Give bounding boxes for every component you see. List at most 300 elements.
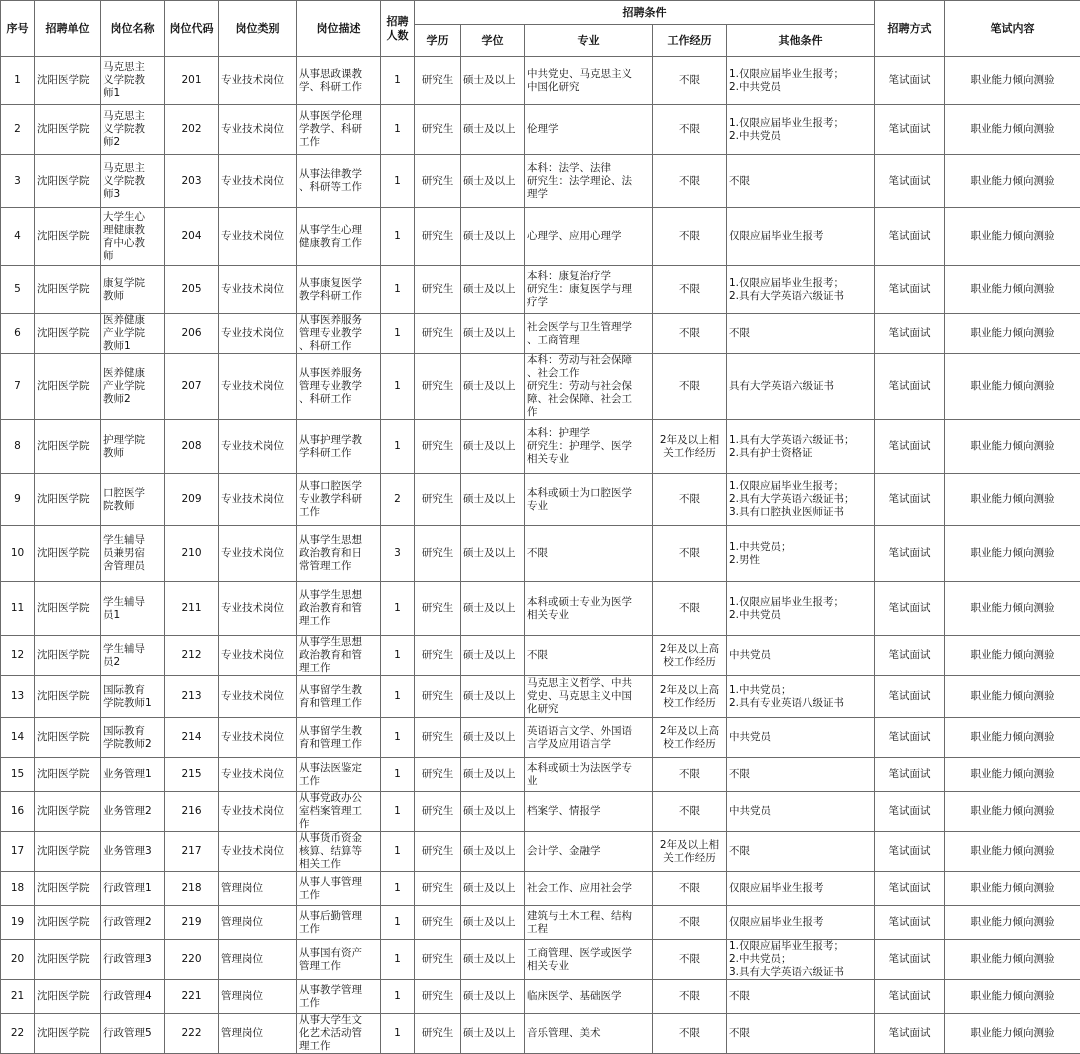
table-row [1,1014,1080,1054]
cell-position-name: 国际教育 学院教师2 [101,718,165,758]
cell-position-desc: 从事医养服务 管理专业教学 、科研工作 [297,354,381,420]
cell-position-desc: 从事人事管理 工作 [297,872,381,906]
cell-position-name: 学生辅导 员兼男宿 舍管理员 [101,526,165,582]
cell-method: 笔试面试 [875,420,945,474]
cell-position-type: 管理岗位 [219,940,297,980]
cell-position-desc: 从事学生思想 政治教育和日 常管理工作 [297,526,381,582]
cell-position-code: 217 [165,832,219,872]
cell-unit: 沈阳医学院 [35,872,101,906]
cell-degree: 硕士及以上 [461,208,525,266]
cell-education: 研究生 [415,208,461,266]
cell-education: 研究生 [415,474,461,526]
cell-position-type: 专业技术岗位 [219,792,297,832]
cell-position-type: 专业技术岗位 [219,582,297,636]
cell-degree: 硕士及以上 [461,758,525,792]
table-row [1,105,1080,155]
table-body [1,57,1080,1054]
cell-degree: 硕士及以上 [461,155,525,208]
cell-experience: 不限 [653,526,727,582]
cell-other: 不限 [727,314,875,354]
cell-other: 中共党员 [727,718,875,758]
cell-major: 本科：法学、法律 研究生：法学理论、法 理学 [525,155,653,208]
cell-unit: 沈阳医学院 [35,266,101,314]
cell-exam: 职业能力倾向测验 [945,1014,1080,1054]
cell-education: 研究生 [415,718,461,758]
cell-experience: 不限 [653,940,727,980]
header-conditions: 招聘条件 [415,1,875,25]
cell-major: 不限 [525,526,653,582]
cell-major: 不限 [525,636,653,676]
cell-exam: 职业能力倾向测验 [945,980,1080,1014]
cell-other: 仅限应届毕业生报考 [727,906,875,940]
cell-position-name: 国际教育 学院教师1 [101,676,165,718]
cell-method: 笔试面试 [875,940,945,980]
table-row [1,832,1080,872]
cell-major: 本科或硕士为法医学专 业 [525,758,653,792]
cell-position-desc: 从事法律教学 、科研等工作 [297,155,381,208]
cell-major: 本科或硕士专业为医学 相关专业 [525,582,653,636]
cell-major: 马克思主义哲学、中共 党史、马克思主义中国 化研究 [525,676,653,718]
cell-unit: 沈阳医学院 [35,980,101,1014]
cell-education: 研究生 [415,57,461,105]
cell-degree: 硕士及以上 [461,474,525,526]
cell-other: 1.仅限应届毕业生报考； 2.中共党员； 3.具有大学英语六级证书 [727,940,875,980]
cell-position-name: 医养健康 产业学院 教师2 [101,354,165,420]
cell-degree: 硕士及以上 [461,266,525,314]
cell-seq: 21 [1,980,35,1014]
cell-position-type: 专业技术岗位 [219,474,297,526]
cell-exam: 职业能力倾向测验 [945,676,1080,718]
cell-unit: 沈阳医学院 [35,832,101,872]
cell-exam: 职业能力倾向测验 [945,420,1080,474]
cell-experience: 不限 [653,582,727,636]
cell-other: 不限 [727,832,875,872]
cell-position-name: 口腔医学 院教师 [101,474,165,526]
cell-other: 不限 [727,155,875,208]
cell-position-name: 业务管理3 [101,832,165,872]
cell-major: 社会工作、应用社会学 [525,872,653,906]
cell-position-name: 康复学院 教师 [101,266,165,314]
cell-method: 笔试面试 [875,872,945,906]
cell-unit: 沈阳医学院 [35,1014,101,1054]
cell-experience: 不限 [653,314,727,354]
cell-count: 1 [381,718,415,758]
cell-education: 研究生 [415,155,461,208]
cell-position-code: 214 [165,718,219,758]
cell-major: 本科或硕士为口腔医学 专业 [525,474,653,526]
cell-major: 会计学、金融学 [525,832,653,872]
cell-position-type: 管理岗位 [219,906,297,940]
cell-degree: 硕士及以上 [461,105,525,155]
header-count: 招聘 人数 [381,1,415,57]
cell-method: 笔试面试 [875,57,945,105]
cell-degree: 硕士及以上 [461,676,525,718]
cell-major: 中共党史、马克思主义 中国化研究 [525,57,653,105]
cell-experience: 不限 [653,155,727,208]
table-row [1,314,1080,354]
cell-position-type: 专业技术岗位 [219,832,297,872]
cell-unit: 沈阳医学院 [35,474,101,526]
cell-position-name: 护理学院 教师 [101,420,165,474]
header-method: 招聘方式 [875,1,945,57]
cell-position-name: 行政管理2 [101,906,165,940]
cell-position-code: 205 [165,266,219,314]
cell-method: 笔试面试 [875,980,945,1014]
cell-major: 本科：护理学 研究生：护理学、医学 相关专业 [525,420,653,474]
cell-method: 笔试面试 [875,792,945,832]
cell-education: 研究生 [415,676,461,718]
cell-unit: 沈阳医学院 [35,676,101,718]
cell-position-type: 专业技术岗位 [219,155,297,208]
cell-experience: 不限 [653,980,727,1014]
cell-position-name: 业务管理1 [101,758,165,792]
cell-unit: 沈阳医学院 [35,906,101,940]
cell-method: 笔试面试 [875,266,945,314]
cell-education: 研究生 [415,354,461,420]
cell-count: 1 [381,792,415,832]
cell-unit: 沈阳医学院 [35,155,101,208]
cell-education: 研究生 [415,314,461,354]
cell-count: 1 [381,980,415,1014]
cell-degree: 硕士及以上 [461,636,525,676]
cell-degree: 硕士及以上 [461,1014,525,1054]
cell-major: 档案学、情报学 [525,792,653,832]
cell-count: 3 [381,526,415,582]
cell-unit: 沈阳医学院 [35,636,101,676]
cell-count: 1 [381,314,415,354]
cell-position-code: 216 [165,792,219,832]
cell-position-desc: 从事后勤管理 工作 [297,906,381,940]
table-row [1,420,1080,474]
cell-experience: 不限 [653,57,727,105]
table-row [1,474,1080,526]
cell-seq: 6 [1,314,35,354]
table-row [1,940,1080,980]
cell-education: 研究生 [415,266,461,314]
cell-education: 研究生 [415,980,461,1014]
cell-method: 笔试面试 [875,526,945,582]
cell-other: 仅限应届毕业生报考 [727,872,875,906]
cell-other: 1.仅限应届毕业生报考； 2.中共党员 [727,105,875,155]
cell-seq: 14 [1,718,35,758]
cell-major: 伦理学 [525,105,653,155]
table-row [1,57,1080,105]
header-exam: 笔试内容 [945,1,1080,57]
cell-position-name: 马克思主 义学院教 师3 [101,155,165,208]
header-position-desc: 岗位描述 [297,1,381,57]
cell-unit: 沈阳医学院 [35,940,101,980]
cell-position-desc: 从事教学管理 工作 [297,980,381,1014]
cell-position-type: 专业技术岗位 [219,208,297,266]
cell-method: 笔试面试 [875,582,945,636]
cell-education: 研究生 [415,582,461,636]
cell-position-type: 专业技术岗位 [219,676,297,718]
cell-position-desc: 从事国有资产 管理工作 [297,940,381,980]
cell-count: 1 [381,872,415,906]
cell-position-type: 专业技术岗位 [219,636,297,676]
cell-unit: 沈阳医学院 [35,314,101,354]
cell-other: 1.仅限应届毕业生报考； 2.具有大学英语六级证书； 3.具有口腔执业医师证书 [727,474,875,526]
cell-position-code: 210 [165,526,219,582]
cell-seq: 17 [1,832,35,872]
cell-method: 笔试面试 [875,314,945,354]
cell-position-type: 专业技术岗位 [219,105,297,155]
cell-exam: 职业能力倾向测验 [945,582,1080,636]
cell-count: 1 [381,155,415,208]
cell-position-code: 208 [165,420,219,474]
cell-position-name: 大学生心 理健康教 育中心教 师 [101,208,165,266]
cell-major: 工商管理、医学或医学 相关专业 [525,940,653,980]
table-row [1,155,1080,208]
cell-seq: 7 [1,354,35,420]
cell-degree: 硕士及以上 [461,980,525,1014]
cell-position-type: 专业技术岗位 [219,718,297,758]
cell-exam: 职业能力倾向测验 [945,940,1080,980]
cell-method: 笔试面试 [875,155,945,208]
cell-exam: 职业能力倾向测验 [945,718,1080,758]
header-degree: 学位 [461,25,525,57]
cell-experience: 2年及以上相 关工作经历 [653,420,727,474]
cell-degree: 硕士及以上 [461,940,525,980]
cell-unit: 沈阳医学院 [35,208,101,266]
cell-exam: 职业能力倾向测验 [945,354,1080,420]
cell-education: 研究生 [415,832,461,872]
table-row [1,676,1080,718]
cell-seq: 1 [1,57,35,105]
header-seq: 序号 [1,1,35,57]
cell-exam: 职业能力倾向测验 [945,266,1080,314]
cell-position-desc: 从事学生思想 政治教育和管 理工作 [297,582,381,636]
table-row [1,980,1080,1014]
cell-degree: 硕士及以上 [461,354,525,420]
cell-method: 笔试面试 [875,676,945,718]
cell-experience: 不限 [653,872,727,906]
cell-seq: 2 [1,105,35,155]
cell-position-name: 学生辅导 员2 [101,636,165,676]
cell-method: 笔试面试 [875,636,945,676]
cell-experience: 2年及以上高 校工作经历 [653,676,727,718]
cell-education: 研究生 [415,758,461,792]
cell-exam: 职业能力倾向测验 [945,832,1080,872]
cell-exam: 职业能力倾向测验 [945,314,1080,354]
cell-other: 1.中共党员； 2.男性 [727,526,875,582]
cell-degree: 硕士及以上 [461,906,525,940]
cell-major: 音乐管理、美术 [525,1014,653,1054]
cell-major: 本科：劳动与社会保障 、社会工作 研究生：劳动与社会保 障、社会保障、社会工 作 [525,354,653,420]
cell-unit: 沈阳医学院 [35,792,101,832]
cell-position-type: 专业技术岗位 [219,314,297,354]
table-row [1,758,1080,792]
cell-count: 2 [381,474,415,526]
cell-other: 1.仅限应届毕业生报考； 2.具有大学英语六级证书 [727,266,875,314]
cell-other: 仅限应届毕业生报考 [727,208,875,266]
table-row [1,266,1080,314]
cell-experience: 2年及以上相 关工作经历 [653,832,727,872]
header-other: 其他条件 [727,25,875,57]
cell-method: 笔试面试 [875,354,945,420]
cell-position-code: 215 [165,758,219,792]
cell-exam: 职业能力倾向测验 [945,57,1080,105]
cell-unit: 沈阳医学院 [35,354,101,420]
cell-position-code: 222 [165,1014,219,1054]
cell-degree: 硕士及以上 [461,582,525,636]
cell-unit: 沈阳医学院 [35,582,101,636]
cell-major: 社会医学与卫生管理学 、工商管理 [525,314,653,354]
cell-count: 1 [381,582,415,636]
cell-position-code: 207 [165,354,219,420]
cell-method: 笔试面试 [875,208,945,266]
cell-degree: 硕士及以上 [461,832,525,872]
cell-method: 笔试面试 [875,105,945,155]
cell-position-code: 212 [165,636,219,676]
cell-degree: 硕士及以上 [461,420,525,474]
cell-major: 心理学、应用心理学 [525,208,653,266]
cell-degree: 硕士及以上 [461,314,525,354]
cell-experience: 2年及以上高 校工作经历 [653,636,727,676]
cell-position-desc: 从事口腔医学 专业教学科研 工作 [297,474,381,526]
table-row [1,906,1080,940]
table-row [1,792,1080,832]
cell-seq: 13 [1,676,35,718]
cell-other: 1.仅限应届毕业生报考； 2.中共党员 [727,57,875,105]
cell-exam: 职业能力倾向测验 [945,906,1080,940]
cell-seq: 8 [1,420,35,474]
header-major: 专业 [525,25,653,57]
cell-position-name: 行政管理4 [101,980,165,1014]
cell-position-code: 201 [165,57,219,105]
cell-method: 笔试面试 [875,832,945,872]
cell-position-type: 专业技术岗位 [219,420,297,474]
cell-experience: 2年及以上高 校工作经历 [653,718,727,758]
cell-count: 1 [381,676,415,718]
table-row [1,636,1080,676]
cell-seq: 11 [1,582,35,636]
cell-exam: 职业能力倾向测验 [945,105,1080,155]
header-education: 学历 [415,25,461,57]
cell-count: 1 [381,1014,415,1054]
cell-unit: 沈阳医学院 [35,758,101,792]
cell-experience: 不限 [653,792,727,832]
cell-seq: 10 [1,526,35,582]
cell-position-desc: 从事护理学教 学科研工作 [297,420,381,474]
cell-count: 1 [381,105,415,155]
cell-unit: 沈阳医学院 [35,57,101,105]
cell-other: 中共党员 [727,636,875,676]
cell-other: 具有大学英语六级证书 [727,354,875,420]
cell-position-code: 202 [165,105,219,155]
cell-position-code: 213 [165,676,219,718]
cell-seq: 4 [1,208,35,266]
cell-position-code: 220 [165,940,219,980]
cell-count: 1 [381,208,415,266]
cell-position-code: 203 [165,155,219,208]
cell-position-type: 管理岗位 [219,1014,297,1054]
cell-other: 不限 [727,980,875,1014]
cell-exam: 职业能力倾向测验 [945,636,1080,676]
cell-degree: 硕士及以上 [461,872,525,906]
cell-position-desc: 从事法医鉴定 工作 [297,758,381,792]
cell-position-desc: 从事货币资金 核算、结算等 相关工作 [297,832,381,872]
cell-exam: 职业能力倾向测验 [945,208,1080,266]
cell-position-desc: 从事医养服务 管理专业教学 、科研工作 [297,314,381,354]
cell-degree: 硕士及以上 [461,792,525,832]
cell-position-code: 211 [165,582,219,636]
cell-seq: 20 [1,940,35,980]
cell-method: 笔试面试 [875,718,945,758]
cell-exam: 职业能力倾向测验 [945,872,1080,906]
cell-unit: 沈阳医学院 [35,105,101,155]
cell-experience: 不限 [653,758,727,792]
cell-method: 笔试面试 [875,758,945,792]
cell-education: 研究生 [415,420,461,474]
cell-experience: 不限 [653,208,727,266]
cell-position-desc: 从事学生心理 健康教育工作 [297,208,381,266]
cell-position-code: 209 [165,474,219,526]
cell-education: 研究生 [415,1014,461,1054]
cell-education: 研究生 [415,526,461,582]
cell-method: 笔试面试 [875,906,945,940]
cell-experience: 不限 [653,1014,727,1054]
cell-experience: 不限 [653,105,727,155]
cell-position-name: 行政管理1 [101,872,165,906]
cell-education: 研究生 [415,872,461,906]
cell-position-desc: 从事学生思想 政治教育和管 理工作 [297,636,381,676]
cell-major: 本科：康复治疗学 研究生：康复医学与理 疗学 [525,266,653,314]
cell-position-name: 业务管理2 [101,792,165,832]
cell-other: 中共党员 [727,792,875,832]
cell-position-code: 218 [165,872,219,906]
cell-position-name: 马克思主 义学院教 师2 [101,105,165,155]
cell-position-type: 管理岗位 [219,980,297,1014]
cell-major: 建筑与土木工程、结构 工程 [525,906,653,940]
cell-degree: 硕士及以上 [461,57,525,105]
cell-position-code: 219 [165,906,219,940]
table-row [1,582,1080,636]
cell-count: 1 [381,940,415,980]
cell-exam: 职业能力倾向测验 [945,526,1080,582]
cell-position-desc: 从事康复医学 教学科研工作 [297,266,381,314]
header-position-type: 岗位类别 [219,1,297,57]
cell-other: 1.中共党员； 2.具有专业英语八级证书 [727,676,875,718]
cell-position-desc: 从事医学伦理 学教学、科研 工作 [297,105,381,155]
cell-position-type: 专业技术岗位 [219,57,297,105]
cell-position-desc: 从事党政办公 室档案管理工 作 [297,792,381,832]
cell-other: 1.仅限应届毕业生报考； 2.中共党员 [727,582,875,636]
table-row [1,208,1080,266]
cell-other: 不限 [727,1014,875,1054]
cell-position-code: 206 [165,314,219,354]
cell-seq: 19 [1,906,35,940]
cell-seq: 3 [1,155,35,208]
cell-degree: 硕士及以上 [461,526,525,582]
cell-position-desc: 从事思政课教 学、科研工作 [297,57,381,105]
table-row [1,354,1080,420]
cell-seq: 18 [1,872,35,906]
cell-exam: 职业能力倾向测验 [945,155,1080,208]
cell-position-type: 专业技术岗位 [219,526,297,582]
header-position-code: 岗位代码 [165,1,219,57]
cell-position-name: 学生辅导 员1 [101,582,165,636]
cell-position-name: 医养健康 产业学院 教师1 [101,314,165,354]
cell-seq: 9 [1,474,35,526]
cell-position-name: 马克思主 义学院教 师1 [101,57,165,105]
header-unit: 招聘单位 [35,1,101,57]
cell-count: 1 [381,57,415,105]
header-position-name: 岗位名称 [101,1,165,57]
cell-position-desc: 从事留学生教 育和管理工作 [297,676,381,718]
cell-other: 不限 [727,758,875,792]
cell-experience: 不限 [653,354,727,420]
